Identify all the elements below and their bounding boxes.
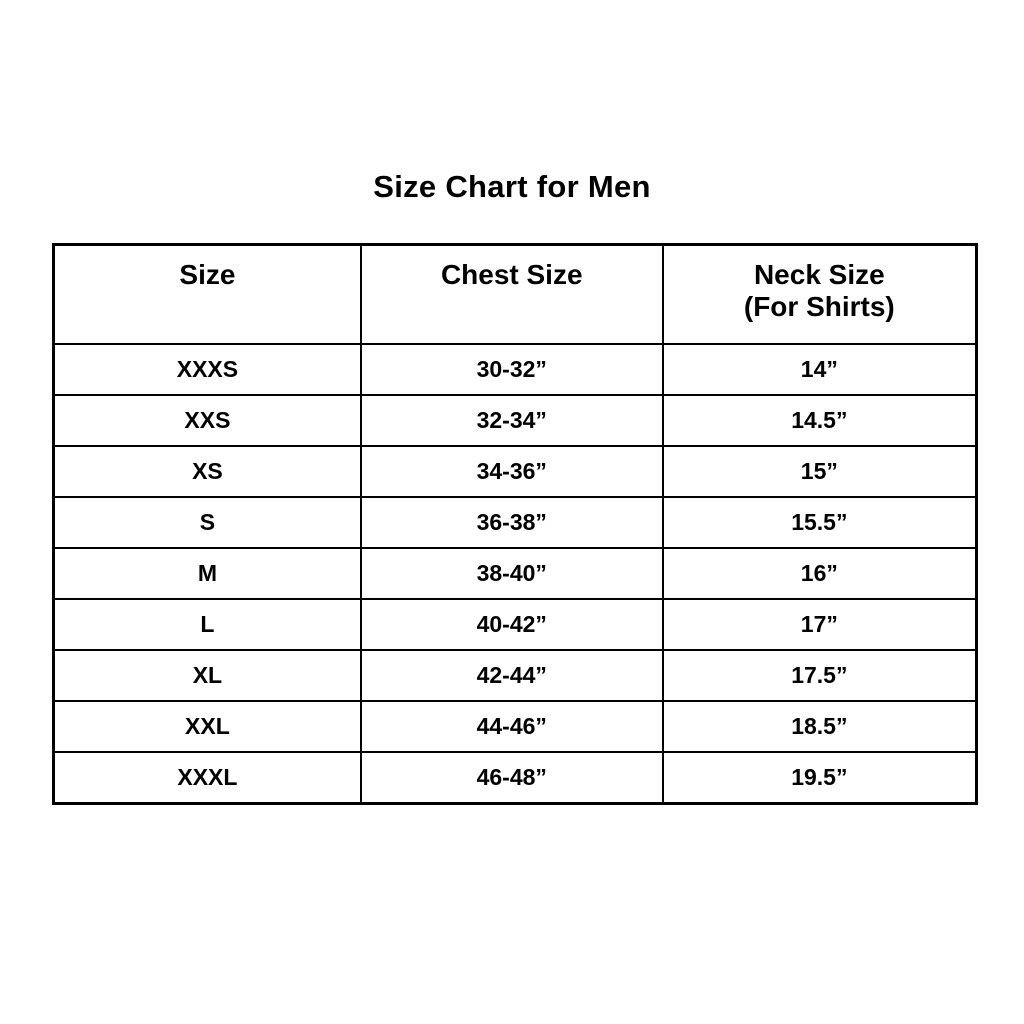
neck-size-cell: 17”	[663, 599, 977, 650]
neck-size-cell: 15.5”	[663, 497, 977, 548]
neck-size-cell: 19.5”	[663, 752, 977, 804]
table-row	[54, 344, 977, 395]
size-cell: M	[54, 548, 361, 599]
table-row	[54, 650, 977, 701]
table-row	[54, 548, 977, 599]
size-cell: S	[54, 497, 361, 548]
header-neck-size-line2: (For Shirts)	[743, 291, 895, 323]
neck-size-cell: 18.5”	[663, 701, 977, 752]
neck-size-cell: 15”	[663, 446, 977, 497]
header-cell-neck-size	[663, 245, 977, 345]
table-row	[54, 752, 977, 804]
chest-size-cell: 30-32”	[361, 344, 663, 395]
table-row	[54, 497, 977, 548]
chest-size-cell: 34-36”	[361, 446, 663, 497]
size-cell: XXS	[54, 395, 361, 446]
header-neck-size-line1: Neck Size	[753, 259, 885, 290]
neck-size-cell: 14”	[663, 344, 977, 395]
neck-size-cell: 14.5”	[663, 395, 977, 446]
chest-size-cell: 44-46”	[361, 701, 663, 752]
chest-size-cell: 36-38”	[361, 497, 663, 548]
table-row	[54, 599, 977, 650]
neck-size-cell: 16”	[663, 548, 977, 599]
size-cell: XXXS	[54, 344, 361, 395]
neck-size-cell: 17.5”	[663, 650, 977, 701]
size-chart-table	[52, 243, 978, 805]
page-title: Size Chart for Men	[373, 169, 651, 204]
header-cell-size: Size	[54, 245, 361, 345]
size-cell: XXL	[54, 701, 361, 752]
table-body	[54, 344, 977, 804]
size-cell: XXXL	[54, 752, 361, 804]
header-cell-chest-size: Chest Size	[361, 245, 663, 345]
chest-size-cell: 38-40”	[361, 548, 663, 599]
size-cell: L	[54, 599, 361, 650]
header-row	[54, 245, 977, 345]
chest-size-cell: 32-34”	[361, 395, 663, 446]
table-header	[54, 245, 977, 345]
table-row	[54, 701, 977, 752]
size-cell: XS	[54, 446, 361, 497]
chest-size-cell: 40-42”	[361, 599, 663, 650]
size-cell: XL	[54, 650, 361, 701]
chest-size-cell: 46-48”	[361, 752, 663, 804]
table-row	[54, 446, 977, 497]
chest-size-cell: 42-44”	[361, 650, 663, 701]
table-row	[54, 395, 977, 446]
